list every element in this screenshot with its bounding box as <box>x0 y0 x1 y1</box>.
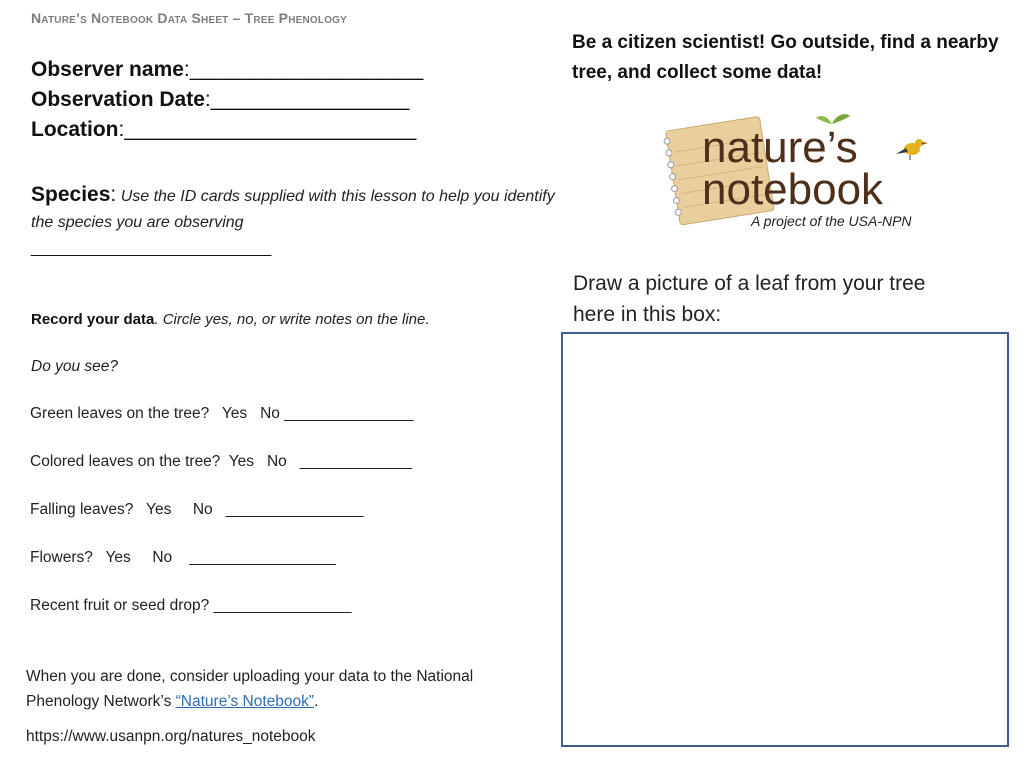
location-blank[interactable]: _________________________ <box>124 118 417 141</box>
logo-graphic <box>660 104 950 236</box>
natures-notebook-url[interactable]: https://www.usanpn.org/natures_notebook <box>26 728 316 745</box>
question-colored-leaves[interactable]: Colored leaves on the tree? Yes No _____________ <box>30 453 412 470</box>
observer-name-field[interactable] <box>31 58 423 82</box>
question-falling-leaves[interactable]: Falling leaves? Yes No ________________ <box>30 501 364 518</box>
upload-note-text: When you are done, consider uploading your data to the National Phenology Network’s <box>26 668 474 710</box>
natures-notebook-link[interactable]: “Nature’s Notebook” <box>175 693 315 710</box>
observation-date-colon: : <box>204 88 211 111</box>
logo-line2: notebook <box>702 165 884 214</box>
observer-name-colon: : <box>183 58 190 81</box>
upload-note-end: . <box>314 693 319 710</box>
location-field[interactable] <box>31 118 416 142</box>
observer-name-blank[interactable]: ____________________ <box>189 58 424 81</box>
leaf-drawing-box[interactable] <box>561 332 1009 747</box>
record-heading: Record your data <box>31 311 155 328</box>
sheet-title: Nature’s Notebook Data Sheet – Tree Phenology <box>31 10 348 26</box>
species-colon: : <box>110 183 117 206</box>
observation-date-label: Observation Date <box>31 88 205 111</box>
citizen-scientist-callout: Be a citizen scientist! Go outside, find a nearby tree, and collect some data! <box>572 32 999 83</box>
natures-notebook-logo <box>660 104 950 236</box>
observation-date-blank[interactable]: _________________ <box>210 88 410 111</box>
logo-tagline: A project of the USA-NPN <box>751 213 912 229</box>
draw-leaf-prompt: Draw a picture of a leaf from your tree here in this box: <box>573 272 926 326</box>
do-you-see-prompt: Do you see? <box>31 358 119 375</box>
observer-name-label: Observer name <box>31 58 184 81</box>
location-label: Location <box>31 118 119 141</box>
species-section <box>31 182 561 236</box>
observation-date-field[interactable] <box>31 88 409 112</box>
question-fruit-seed-drop[interactable]: Recent fruit or seed drop? ________________ <box>30 597 352 614</box>
record-instruction-text: . Circle yes, no, or write notes on the line. <box>154 311 430 328</box>
record-instructions <box>31 311 430 328</box>
bird-icon <box>896 139 928 160</box>
logo-line1: nature’s <box>702 123 858 172</box>
species-help-text: Use the ID cards supplied with this lesson to help you identify the species you are observing <box>31 188 555 231</box>
species-label: Species <box>31 183 111 206</box>
species-blank[interactable]: ___________________________ <box>31 240 272 257</box>
upload-note <box>26 664 526 714</box>
question-flowers[interactable]: Flowers? Yes No _________________ <box>30 549 336 566</box>
location-colon: : <box>118 118 125 141</box>
question-green-leaves[interactable]: Green leaves on the tree? Yes No _______________ <box>30 405 414 422</box>
